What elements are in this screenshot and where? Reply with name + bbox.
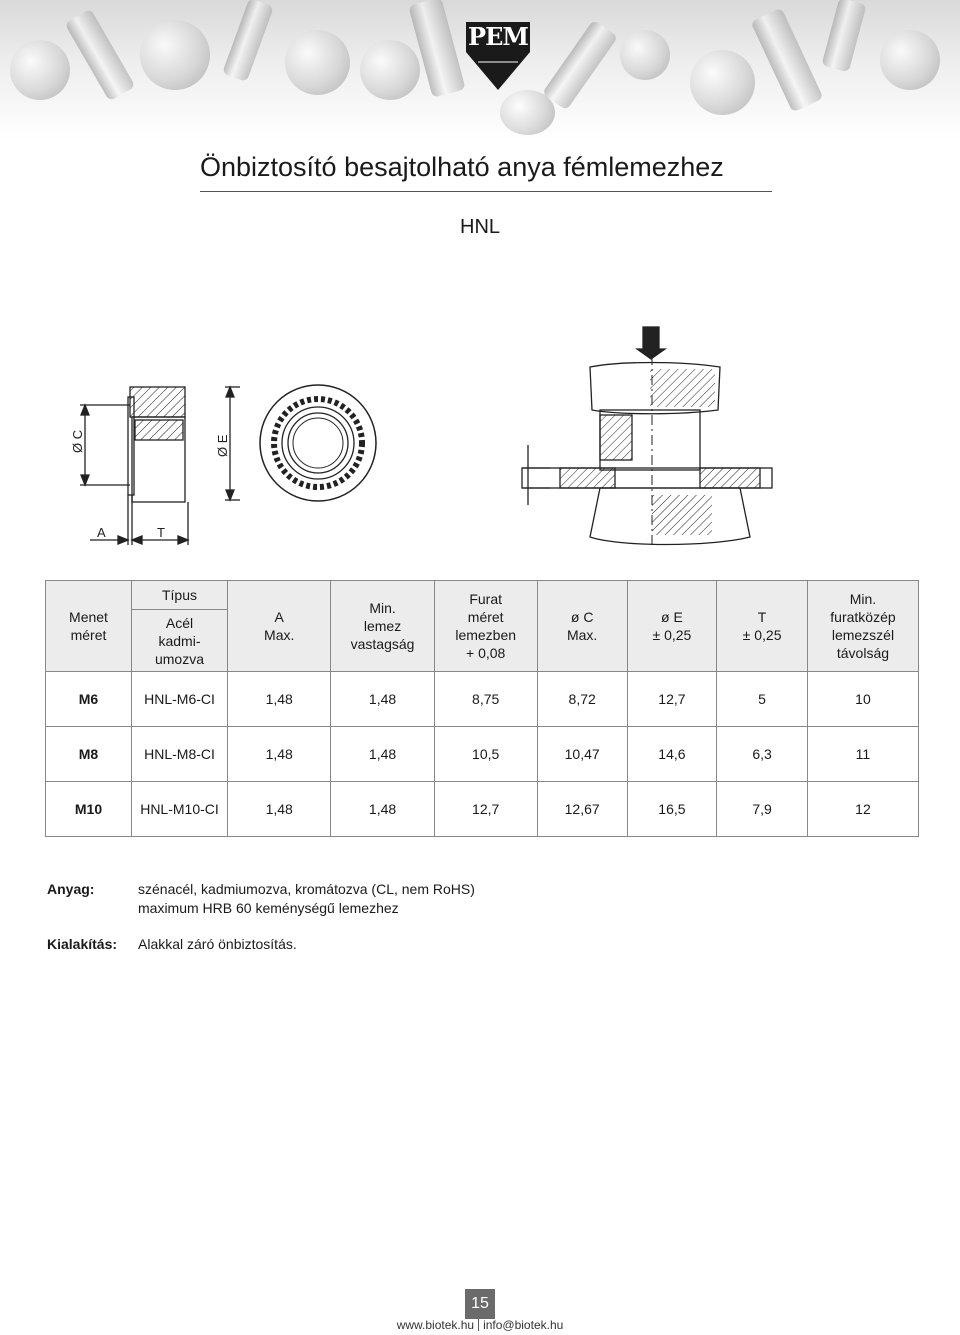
thread-size-cell: M10: [46, 782, 132, 837]
nut-image: [620, 30, 670, 80]
technical-drawing: [60, 325, 900, 555]
anyag-value-line2: maximum HRB 60 keménységű lemezhez: [138, 900, 399, 916]
table-cell: 10,47: [537, 727, 627, 782]
stud-image: [821, 0, 866, 72]
side-view: [80, 387, 240, 545]
table-row: [46, 727, 919, 782]
table-cell: 1,48: [331, 727, 434, 782]
nut-image: [285, 30, 350, 95]
table-cell: 10: [807, 672, 918, 727]
thread-size-cell: M8: [46, 727, 132, 782]
col-acel: Acél kadmi- umozva: [132, 610, 228, 672]
col-c: ø C Max.: [537, 581, 627, 672]
col-lemez: Min. lemez vastagság: [331, 581, 434, 672]
table-cell: 12,7: [627, 672, 717, 727]
table-cell: 12,7: [434, 782, 537, 837]
stud-image: [542, 20, 618, 111]
table-cell: 1,48: [228, 672, 331, 727]
nut-image: [140, 20, 210, 90]
label-t: T: [157, 525, 165, 540]
col-furat: Furat méret lemezben + 0,08: [434, 581, 537, 672]
table-cell: 10,5: [434, 727, 537, 782]
nut-image: [880, 30, 940, 90]
product-code: HNL: [460, 216, 501, 238]
table-cell: 1,48: [331, 782, 434, 837]
page-title: Önbiztosító besajtolható anya fémlemezhez: [200, 152, 772, 192]
table-cell: 1,48: [228, 782, 331, 837]
table-cell: 8,75: [434, 672, 537, 727]
table-cell: 12,67: [537, 782, 627, 837]
kialakitas-value: Alakkal záró önbiztosítás.: [138, 936, 297, 952]
top-view: [260, 385, 376, 501]
email-link[interactable]: info@biotek.hu: [483, 1318, 564, 1332]
col-furatkozep: Min. furatközép lemezszél távolság: [807, 581, 918, 672]
table-cell: 6,3: [717, 727, 808, 782]
label-diameter-c: Ø C: [70, 429, 85, 453]
stud-image: [222, 0, 274, 82]
part-number-cell: HNL-M10-CI: [132, 782, 228, 837]
table-cell: 5: [717, 672, 808, 727]
table-cell: 16,5: [627, 782, 717, 837]
thread-size-cell: M6: [46, 672, 132, 727]
pem-logo: [466, 22, 530, 92]
part-number-cell: HNL-M8-CI: [132, 727, 228, 782]
table-row: [46, 672, 919, 727]
nut-image: [10, 40, 70, 100]
label-diameter-e: Ø E: [215, 434, 230, 457]
table-cell: 1,48: [228, 727, 331, 782]
section-view: [522, 327, 772, 545]
stud-image: [65, 9, 136, 102]
anyag-value-line1: szénacél, kadmiumozva, kromátozva (CL, nem RoHS): [138, 881, 475, 897]
stud-image: [750, 8, 823, 113]
col-t: T ± 0,25: [717, 581, 808, 672]
spec-table: [45, 580, 919, 837]
table-cell: 12: [807, 782, 918, 837]
footer-divider: [478, 1319, 479, 1331]
part-number-cell: HNL-M6-CI: [132, 672, 228, 727]
label-a: A: [97, 525, 106, 540]
table-row: [46, 782, 919, 837]
col-menet: Menet méret: [46, 581, 132, 672]
table-cell: 14,6: [627, 727, 717, 782]
nut-image: [690, 50, 755, 115]
col-a: A Max.: [228, 581, 331, 672]
nut-image: [360, 40, 420, 100]
header-banner: [0, 0, 960, 140]
logo-triangle: [466, 22, 530, 92]
col-tipus: Típus: [132, 581, 228, 610]
table-cell: 11: [807, 727, 918, 782]
footer: [0, 1318, 960, 1332]
anyag-label: Anyag:: [47, 881, 95, 897]
table-cell: 8,72: [537, 672, 627, 727]
table-cell: 1,48: [331, 672, 434, 727]
logo-text: PEM: [466, 22, 530, 52]
col-e: ø E ± 0,25: [627, 581, 717, 672]
kialakitas-label: Kialakítás:: [47, 936, 118, 952]
table-cell: 7,9: [717, 782, 808, 837]
page-number: 15: [465, 1289, 495, 1319]
website-link[interactable]: www.biotek.hu: [396, 1318, 475, 1332]
